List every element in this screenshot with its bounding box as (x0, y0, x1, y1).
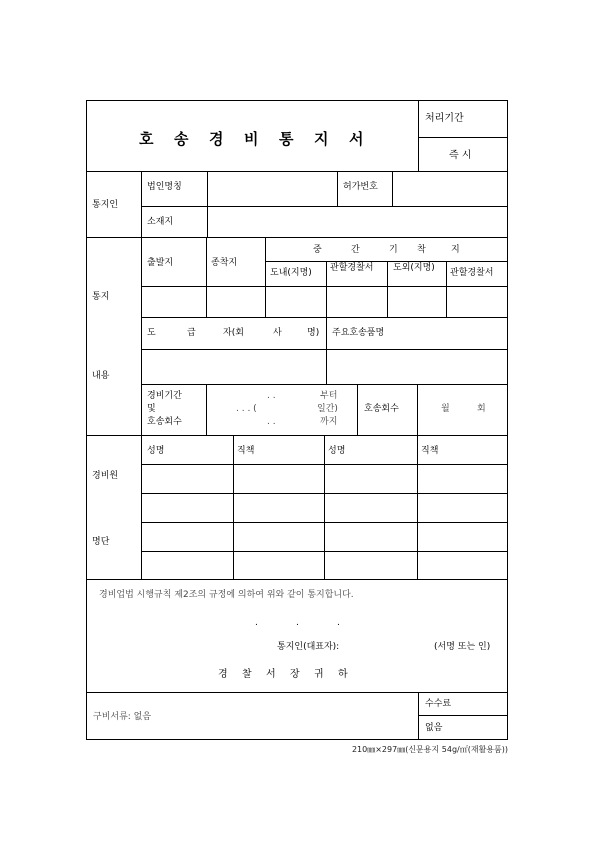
title-char: 서 (349, 130, 364, 148)
main-goods-label: 주요호송품명 (332, 328, 385, 338)
period-end-dots: . . (267, 417, 276, 427)
fee-label: 수수료 (425, 699, 452, 709)
domestic-label: 도내(지명) (270, 268, 312, 278)
title-char: 호 (139, 130, 154, 148)
recipient-char: 서 (266, 669, 276, 680)
permit-number-label: 허가번호 (343, 182, 378, 192)
attachments-label: 구비서류: 없음 (93, 712, 152, 722)
period-label-1: 경비기간 (147, 391, 182, 401)
intermediate-char: 중 (313, 245, 322, 255)
arrival-label: 종착지 (211, 258, 238, 268)
guards-section-label-top: 경비원 (92, 471, 119, 481)
departure-label: 출발지 (147, 258, 174, 268)
date-dot: . (337, 618, 340, 628)
police-station-label-2: 관할경찰서 (450, 268, 494, 278)
title-char: 송 (174, 130, 189, 148)
guard-position-header-1: 직책 (237, 446, 255, 456)
processing-period-label: 처리기간 (425, 113, 464, 124)
notifier-representative-label: 통지인(대표자): (277, 642, 340, 652)
period-start-word: 부터 (320, 391, 338, 401)
notifier-section-label: 통지인 (92, 200, 119, 210)
title-char: 비 (244, 130, 259, 148)
guard-name-header-2: 성명 (328, 446, 346, 456)
processing-period-value: 즉 시 (449, 150, 472, 161)
period-days-dots: . . . ( (236, 404, 257, 414)
guards-section-label-bottom: 명단 (92, 537, 110, 547)
content-section-label-top: 통지 (92, 292, 110, 302)
supplier-char: 급 (187, 328, 196, 338)
guard-name-header-1: 성명 (147, 446, 165, 456)
period-end-word: 까지 (320, 417, 338, 427)
escort-guard-notice-form (86, 100, 508, 740)
recipient-char: 찰 (242, 669, 252, 680)
escort-count-label: 호송회수 (364, 404, 399, 414)
period-label-2: 및 (147, 404, 156, 414)
recipient-char: 하 (338, 669, 348, 680)
month-label: 월 (441, 404, 450, 414)
address-label: 소재지 (147, 217, 174, 227)
intermediate-char: 지 (451, 245, 460, 255)
content-section-label-bottom: 내용 (92, 371, 110, 381)
supplier-char: 사 (273, 328, 282, 338)
intermediate-char: 간 (351, 245, 360, 255)
fee-value: 없음 (425, 723, 443, 733)
supplier-char: 자(회 (223, 328, 244, 338)
paper-spec-footer: 210㎜×297㎜(신문용지 54g/㎡(재활용품)) (351, 745, 508, 754)
recipient-char: 경 (218, 669, 228, 680)
notice-statement: 경비업법 시행규칙 제2조의 규정에 의하여 위와 같이 통지합니다. (99, 590, 354, 600)
recipient-char: 귀 (314, 669, 324, 680)
title-char: 경 (209, 130, 224, 148)
title-char: 통 (279, 130, 294, 148)
times-label: 회 (477, 404, 486, 414)
guard-position-header-2: 직책 (421, 446, 439, 456)
recipient-char: 장 (290, 669, 300, 680)
outside-province-label: 도외(지명) (393, 263, 435, 273)
police-station-label-1: 관할경찰서 (330, 263, 374, 273)
period-label-3: 호송회수 (147, 417, 182, 427)
date-dot: . (255, 618, 258, 628)
intermediate-char: 기 (389, 245, 398, 255)
supplier-char: 도 (147, 328, 156, 338)
period-start-dots: . . (267, 391, 276, 401)
signature-label: (서명 또는 인) (434, 642, 491, 652)
supplier-char: 명) (307, 328, 320, 338)
corp-name-label: 법인명칭 (147, 182, 182, 192)
title-char: 지 (314, 130, 329, 148)
intermediate-char: 착 (417, 245, 426, 255)
date-dot: . (296, 618, 299, 628)
period-days-word: 일간) (317, 404, 338, 414)
